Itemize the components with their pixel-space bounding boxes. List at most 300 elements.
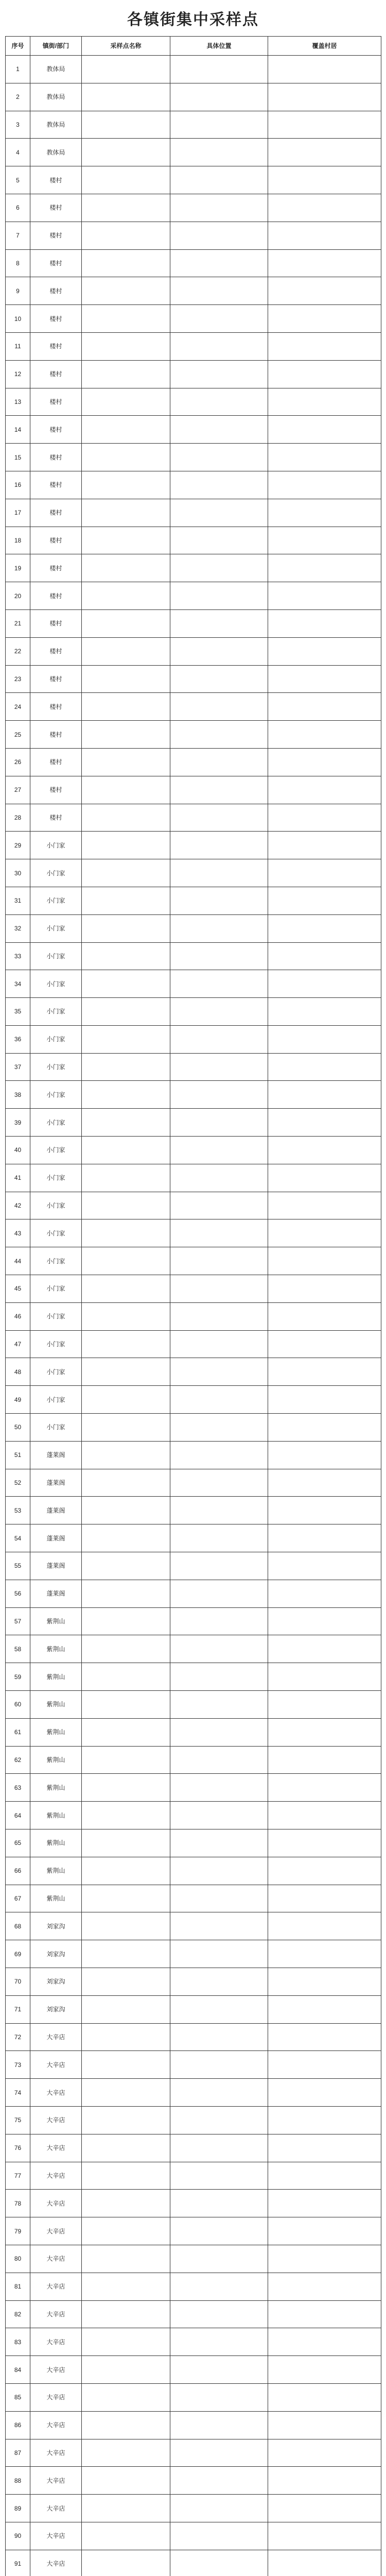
cell-address [170, 1330, 268, 1358]
cell-no: 50 [6, 1414, 30, 1442]
cell-coverage [268, 2134, 381, 2162]
cell-coverage [268, 859, 381, 887]
cell-town: 教体局 [30, 111, 82, 139]
cell-address [170, 1414, 268, 1442]
header-coverage: 覆盖村居 [268, 37, 381, 56]
table-row [6, 1829, 381, 1857]
table-row [6, 887, 381, 914]
cell-address [170, 665, 268, 693]
cell-coverage [268, 2162, 381, 2190]
cell-town: 小门家 [30, 1025, 82, 1053]
cell-coverage [268, 1718, 381, 1746]
cell-site [82, 2383, 170, 2411]
cell-town: 刘家沟 [30, 1968, 82, 1995]
cell-site [82, 1441, 170, 1469]
cell-coverage [268, 139, 381, 166]
table-row [6, 194, 381, 222]
table-row [6, 1081, 381, 1109]
cell-no: 47 [6, 1330, 30, 1358]
cell-site [82, 1857, 170, 1885]
cell-no: 59 [6, 1663, 30, 1691]
table-row [6, 2550, 381, 2576]
table-row [6, 609, 381, 637]
header-no: 序号 [6, 37, 30, 56]
cell-site [82, 1524, 170, 1552]
cell-coverage [268, 1192, 381, 1219]
cell-address [170, 277, 268, 305]
cell-address [170, 2383, 268, 2411]
table-row [6, 1968, 381, 1995]
cell-no: 3 [6, 111, 30, 139]
cell-address [170, 499, 268, 527]
cell-site [82, 721, 170, 749]
cell-town: 楼村 [30, 416, 82, 444]
cell-address [170, 249, 268, 277]
cell-address [170, 942, 268, 970]
cell-site [82, 2300, 170, 2328]
table-row [6, 1746, 381, 1774]
cell-no: 24 [6, 693, 30, 721]
cell-no: 19 [6, 554, 30, 582]
cell-no: 54 [6, 1524, 30, 1552]
cell-site [82, 1247, 170, 1275]
cell-address [170, 859, 268, 887]
cell-site [82, 1746, 170, 1774]
table-row [6, 970, 381, 998]
cell-town: 大辛店 [30, 2273, 82, 2300]
cell-town: 小门家 [30, 887, 82, 914]
cell-coverage [268, 1774, 381, 1802]
table-row [6, 2383, 381, 2411]
cell-site [82, 1829, 170, 1857]
table-row [6, 2190, 381, 2217]
cell-coverage [268, 2467, 381, 2495]
table-row [6, 1497, 381, 1524]
cell-site [82, 2467, 170, 2495]
cell-site [82, 2134, 170, 2162]
table-row [6, 665, 381, 693]
cell-coverage [268, 2217, 381, 2245]
cell-address [170, 1137, 268, 1164]
cell-site [82, 1940, 170, 1968]
cell-address [170, 1053, 268, 1081]
cell-address [170, 1718, 268, 1746]
table-row [6, 360, 381, 388]
cell-no: 85 [6, 2383, 30, 2411]
cell-no: 73 [6, 2051, 30, 2079]
cell-no: 89 [6, 2495, 30, 2522]
cell-coverage [268, 249, 381, 277]
cell-coverage [268, 1995, 381, 2023]
table-row [6, 249, 381, 277]
cell-no: 69 [6, 1940, 30, 1968]
cell-no: 15 [6, 444, 30, 471]
cell-coverage [268, 56, 381, 83]
cell-site [82, 1137, 170, 1164]
cell-site [82, 2162, 170, 2190]
cell-coverage [268, 527, 381, 554]
cell-address [170, 776, 268, 804]
cell-site [82, 139, 170, 166]
cell-address [170, 471, 268, 499]
cell-address [170, 582, 268, 610]
cell-no: 88 [6, 2467, 30, 2495]
cell-address [170, 1552, 268, 1580]
table-row [6, 2051, 381, 2079]
cell-no: 61 [6, 1718, 30, 1746]
cell-address [170, 527, 268, 554]
table-row [6, 1691, 381, 1719]
cell-town: 小门家 [30, 970, 82, 998]
table-row [6, 1275, 381, 1303]
cell-site [82, 2106, 170, 2134]
cell-no: 16 [6, 471, 30, 499]
cell-address [170, 1635, 268, 1663]
cell-no: 30 [6, 859, 30, 887]
cell-site [82, 1995, 170, 2023]
cell-no: 58 [6, 1635, 30, 1663]
cell-no: 91 [6, 2550, 30, 2576]
table-row [6, 111, 381, 139]
cell-coverage [268, 2190, 381, 2217]
cell-coverage [268, 1580, 381, 1607]
cell-site [82, 1386, 170, 1414]
cell-address [170, 2190, 268, 2217]
cell-no: 46 [6, 1302, 30, 1330]
cell-town: 小门家 [30, 1330, 82, 1358]
cell-address [170, 2328, 268, 2356]
cell-address [170, 1386, 268, 1414]
cell-site [82, 1580, 170, 1607]
cell-coverage [268, 1968, 381, 1995]
table-row [6, 693, 381, 721]
cell-address [170, 1885, 268, 1912]
cell-coverage [268, 914, 381, 942]
cell-no: 64 [6, 1802, 30, 1829]
cell-address [170, 305, 268, 333]
cell-site [82, 665, 170, 693]
table-row [6, 1330, 381, 1358]
cell-no: 41 [6, 1164, 30, 1192]
cell-town: 小门家 [30, 1164, 82, 1192]
cell-town: 紫荆山 [30, 1607, 82, 1635]
table-row [6, 1857, 381, 1885]
cell-town: 大辛店 [30, 2245, 82, 2273]
cell-site [82, 1497, 170, 1524]
cell-town: 大辛店 [30, 2328, 82, 2356]
cell-coverage [268, 1081, 381, 1109]
cell-coverage [268, 305, 381, 333]
cell-address [170, 637, 268, 665]
cell-no: 4 [6, 139, 30, 166]
cell-no: 81 [6, 2273, 30, 2300]
cell-address [170, 2300, 268, 2328]
cell-site [82, 444, 170, 471]
cell-no: 13 [6, 388, 30, 416]
cell-address [170, 1247, 268, 1275]
cell-town: 楼村 [30, 166, 82, 194]
cell-address [170, 1275, 268, 1303]
cell-no: 23 [6, 665, 30, 693]
cell-no: 45 [6, 1275, 30, 1303]
cell-coverage [268, 832, 381, 859]
cell-town: 大辛店 [30, 2550, 82, 2576]
cell-town: 大辛店 [30, 2495, 82, 2522]
cell-town: 紫荆山 [30, 1746, 82, 1774]
cell-no: 77 [6, 2162, 30, 2190]
cell-coverage [268, 83, 381, 111]
table-row [6, 804, 381, 832]
cell-address [170, 2273, 268, 2300]
cell-site [82, 1081, 170, 1109]
cell-site [82, 582, 170, 610]
cell-town: 楼村 [30, 776, 82, 804]
table-row [6, 2079, 381, 2107]
cell-site [82, 249, 170, 277]
cell-town: 大辛店 [30, 2411, 82, 2439]
table-row [6, 332, 381, 360]
cell-site [82, 2356, 170, 2384]
cell-coverage [268, 2245, 381, 2273]
cell-no: 65 [6, 1829, 30, 1857]
cell-no: 20 [6, 582, 30, 610]
table-row [6, 527, 381, 554]
cell-site [82, 194, 170, 222]
cell-address [170, 1940, 268, 1968]
cell-site [82, 1607, 170, 1635]
table-row [6, 776, 381, 804]
table-row [6, 2162, 381, 2190]
table-row [6, 1302, 381, 1330]
table-row [6, 1552, 381, 1580]
table-row [6, 1414, 381, 1442]
cell-address [170, 2439, 268, 2467]
cell-coverage [268, 1691, 381, 1719]
cell-coverage [268, 665, 381, 693]
cell-coverage [268, 1109, 381, 1137]
cell-coverage [268, 1302, 381, 1330]
cell-site [82, 56, 170, 83]
cell-site [82, 2522, 170, 2550]
cell-no: 82 [6, 2300, 30, 2328]
table-row [6, 1912, 381, 1940]
cell-town: 楼村 [30, 305, 82, 333]
cell-coverage [268, 1663, 381, 1691]
cell-no: 12 [6, 360, 30, 388]
cell-site [82, 388, 170, 416]
cell-site [82, 527, 170, 554]
cell-site [82, 471, 170, 499]
cell-site [82, 360, 170, 388]
cell-site [82, 2217, 170, 2245]
table-row [6, 554, 381, 582]
cell-address [170, 139, 268, 166]
table-row [6, 637, 381, 665]
cell-coverage [268, 277, 381, 305]
table-row [6, 139, 381, 166]
cell-town: 大辛店 [30, 2467, 82, 2495]
cell-site [82, 2051, 170, 2079]
cell-address [170, 1192, 268, 1219]
cell-coverage [268, 1802, 381, 1829]
cell-address [170, 1912, 268, 1940]
cell-town: 大辛店 [30, 2383, 82, 2411]
cell-address [170, 1829, 268, 1857]
cell-site [82, 637, 170, 665]
cell-no: 49 [6, 1386, 30, 1414]
table-row [6, 2134, 381, 2162]
cell-town: 教体局 [30, 83, 82, 111]
table-row [6, 721, 381, 749]
cell-no: 86 [6, 2411, 30, 2439]
table-row [6, 2217, 381, 2245]
cell-no: 76 [6, 2134, 30, 2162]
cell-no: 83 [6, 2328, 30, 2356]
cell-town: 紫荆山 [30, 1718, 82, 1746]
cell-town: 楼村 [30, 444, 82, 471]
table-row [6, 1580, 381, 1607]
cell-town: 楼村 [30, 332, 82, 360]
cell-no: 70 [6, 1968, 30, 1995]
cell-town: 刘家沟 [30, 1912, 82, 1940]
cell-site [82, 416, 170, 444]
table-row [6, 1774, 381, 1802]
table-row [6, 56, 381, 83]
cell-site [82, 1912, 170, 1940]
cell-coverage [268, 1358, 381, 1386]
cell-town: 蓬莱阁 [30, 1441, 82, 1469]
cell-coverage [268, 388, 381, 416]
cell-town: 楼村 [30, 554, 82, 582]
cell-no: 35 [6, 998, 30, 1026]
table-row [6, 1025, 381, 1053]
cell-town: 紫荆山 [30, 1635, 82, 1663]
cell-address [170, 2162, 268, 2190]
page-title: 各镇街集中采样点 [127, 11, 259, 28]
table-row [6, 2522, 381, 2550]
cell-coverage [268, 609, 381, 637]
cell-address [170, 1580, 268, 1607]
cell-address [170, 2106, 268, 2134]
cell-town: 紫荆山 [30, 1829, 82, 1857]
cell-site [82, 804, 170, 832]
cell-site [82, 1164, 170, 1192]
cell-town: 教体局 [30, 139, 82, 166]
cell-no: 71 [6, 1995, 30, 2023]
cell-town: 大辛店 [30, 2217, 82, 2245]
cell-address [170, 1607, 268, 1635]
cell-coverage [268, 2550, 381, 2576]
cell-coverage [268, 2023, 381, 2051]
cell-town: 大辛店 [30, 2356, 82, 2384]
cell-town: 楼村 [30, 721, 82, 749]
cell-coverage [268, 2522, 381, 2550]
cell-site [82, 1302, 170, 1330]
cell-no: 75 [6, 2106, 30, 2134]
table-row [6, 499, 381, 527]
cell-town: 楼村 [30, 527, 82, 554]
cell-town: 大辛店 [30, 2023, 82, 2051]
cell-no: 74 [6, 2079, 30, 2107]
cell-no: 55 [6, 1552, 30, 1580]
cell-coverage [268, 2273, 381, 2300]
cell-address [170, 416, 268, 444]
table-row [6, 222, 381, 249]
table-row [6, 998, 381, 1026]
cell-coverage [268, 748, 381, 776]
cell-site [82, 1219, 170, 1247]
cell-no: 28 [6, 804, 30, 832]
table-row [6, 166, 381, 194]
cell-town: 楼村 [30, 194, 82, 222]
cell-address [170, 2550, 268, 2576]
cell-coverage [268, 1607, 381, 1635]
cell-no: 17 [6, 499, 30, 527]
cell-coverage [268, 998, 381, 1026]
header-site: 采样点名称 [82, 37, 170, 56]
table-row [6, 1053, 381, 1081]
cell-address [170, 1524, 268, 1552]
cell-coverage [268, 887, 381, 914]
header-town: 镇街/部门 [30, 37, 82, 56]
cell-no: 8 [6, 249, 30, 277]
cell-address [170, 388, 268, 416]
table-row [6, 1607, 381, 1635]
cell-site [82, 1192, 170, 1219]
cell-site [82, 166, 170, 194]
cell-address [170, 1857, 268, 1885]
cell-no: 38 [6, 1081, 30, 1109]
table-row [6, 1995, 381, 2023]
cell-coverage [268, 1497, 381, 1524]
cell-no: 36 [6, 1025, 30, 1053]
cell-address [170, 1497, 268, 1524]
cell-site [82, 1718, 170, 1746]
cell-address [170, 1746, 268, 1774]
cell-site [82, 2328, 170, 2356]
table-row [6, 2328, 381, 2356]
table-row [6, 2106, 381, 2134]
cell-town: 大辛店 [30, 2106, 82, 2134]
cell-coverage [268, 499, 381, 527]
table-row [6, 1386, 381, 1414]
cell-town: 楼村 [30, 748, 82, 776]
cell-address [170, 2079, 268, 2107]
cell-coverage [268, 194, 381, 222]
cell-no: 51 [6, 1441, 30, 1469]
cell-site [82, 332, 170, 360]
table-row [6, 1524, 381, 1552]
cell-address [170, 2411, 268, 2439]
cell-town: 小门家 [30, 1219, 82, 1247]
cell-no: 6 [6, 194, 30, 222]
cell-no: 2 [6, 83, 30, 111]
cell-no: 79 [6, 2217, 30, 2245]
cell-coverage [268, 1857, 381, 1885]
cell-coverage [268, 2439, 381, 2467]
cell-no: 26 [6, 748, 30, 776]
cell-address [170, 2134, 268, 2162]
cell-address [170, 1774, 268, 1802]
cell-town: 楼村 [30, 471, 82, 499]
cell-coverage [268, 693, 381, 721]
table-row [6, 1109, 381, 1137]
cell-address [170, 1441, 268, 1469]
cell-coverage [268, 970, 381, 998]
table-row [6, 914, 381, 942]
cell-site [82, 1691, 170, 1719]
cell-no: 31 [6, 887, 30, 914]
